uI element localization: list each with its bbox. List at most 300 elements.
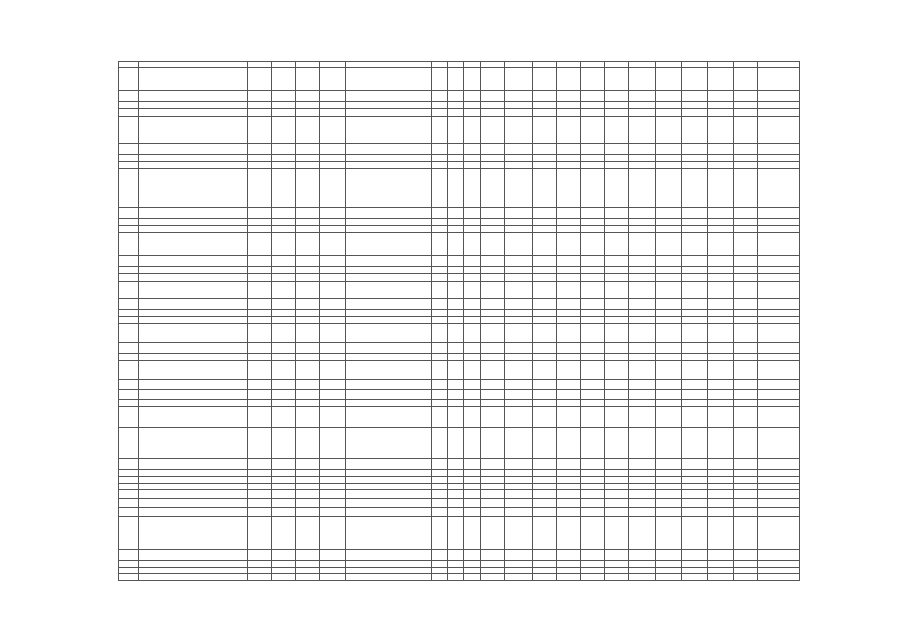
table-cell (119, 144, 139, 155)
table-cell (504, 343, 532, 354)
table-cell (605, 499, 629, 508)
table-cell (320, 390, 346, 400)
table-cell (708, 490, 734, 499)
table-cell (138, 459, 247, 470)
table-cell (557, 400, 581, 407)
table-cell (447, 226, 463, 233)
table-cell (533, 517, 557, 550)
table-cell (681, 256, 707, 267)
table-cell (119, 361, 139, 380)
table-row (119, 574, 800, 581)
table-row (119, 407, 800, 428)
table-cell (138, 169, 247, 208)
table-cell (296, 407, 320, 428)
table-cell (557, 91, 581, 102)
table-cell (247, 256, 271, 267)
table-cell (431, 561, 447, 568)
table-cell (346, 233, 431, 256)
table-cell (296, 470, 320, 477)
table-cell (447, 390, 463, 400)
table-cell (557, 68, 581, 91)
table-cell (605, 274, 629, 282)
table-cell (247, 354, 271, 361)
table-cell (272, 324, 296, 343)
table-cell (480, 477, 504, 484)
table-cell (581, 267, 605, 274)
table-cell (464, 155, 480, 162)
table-cell (320, 233, 346, 256)
table-cell (708, 219, 734, 226)
table-cell (119, 219, 139, 226)
table-cell (431, 102, 447, 109)
table-cell (296, 267, 320, 274)
table-cell (533, 109, 557, 117)
table-cell (119, 517, 139, 550)
table-cell (346, 282, 431, 299)
table-cell (119, 226, 139, 233)
table-cell (138, 233, 247, 256)
table-cell (247, 400, 271, 407)
table-cell (119, 109, 139, 117)
table-cell (655, 274, 681, 282)
table-cell (533, 490, 557, 499)
table-cell (272, 233, 296, 256)
table-cell (119, 390, 139, 400)
table-cell (734, 317, 758, 324)
table-cell (447, 550, 463, 561)
table-cell (655, 102, 681, 109)
table-row (119, 470, 800, 477)
table-cell (464, 91, 480, 102)
table-cell (431, 162, 447, 169)
table-cell (655, 400, 681, 407)
table-cell (758, 477, 800, 484)
table-cell (557, 102, 581, 109)
table-cell (708, 299, 734, 310)
table-cell (431, 91, 447, 102)
table-cell (605, 208, 629, 219)
table-cell (480, 428, 504, 459)
table-cell (629, 561, 655, 568)
table-cell (296, 169, 320, 208)
table-cell (708, 117, 734, 144)
table-cell (272, 91, 296, 102)
table-cell (247, 102, 271, 109)
table-row (119, 233, 800, 256)
table-cell (655, 380, 681, 390)
table-cell (557, 361, 581, 380)
table-cell (272, 226, 296, 233)
table-cell (447, 144, 463, 155)
table-cell (758, 256, 800, 267)
table-cell (708, 274, 734, 282)
table-cell (138, 499, 247, 508)
table-cell (681, 459, 707, 470)
table-cell (758, 274, 800, 282)
table-cell (320, 117, 346, 144)
table-cell (605, 256, 629, 267)
table-cell (296, 102, 320, 109)
table-cell (681, 343, 707, 354)
table-cell (138, 477, 247, 484)
table-cell (504, 274, 532, 282)
table-cell (581, 407, 605, 428)
table-cell (734, 208, 758, 219)
table-cell (119, 499, 139, 508)
table-cell (346, 499, 431, 508)
table-cell (708, 282, 734, 299)
table-cell (247, 324, 271, 343)
table-cell (138, 490, 247, 499)
table-cell (447, 219, 463, 226)
table-cell (655, 109, 681, 117)
table-cell (655, 390, 681, 400)
table-cell (758, 169, 800, 208)
table-cell (480, 310, 504, 317)
table-cell (431, 310, 447, 317)
table-cell (346, 407, 431, 428)
table-cell (504, 407, 532, 428)
table-cell (296, 219, 320, 226)
table-row (119, 490, 800, 499)
table-cell (557, 208, 581, 219)
table-cell (655, 310, 681, 317)
table-cell (464, 226, 480, 233)
table-cell (138, 380, 247, 390)
table-cell (605, 282, 629, 299)
table-cell (320, 226, 346, 233)
table-cell (605, 117, 629, 144)
table-cell (605, 380, 629, 390)
table-cell (464, 317, 480, 324)
table-cell (320, 169, 346, 208)
table-row (119, 317, 800, 324)
table-cell (464, 574, 480, 581)
table-cell (581, 282, 605, 299)
table-cell (138, 561, 247, 568)
table-cell (447, 561, 463, 568)
table-cell (247, 310, 271, 317)
table-cell (464, 169, 480, 208)
table-cell (431, 390, 447, 400)
table-cell (138, 117, 247, 144)
table-cell (138, 219, 247, 226)
table-cell (504, 267, 532, 274)
table-row (119, 256, 800, 267)
table-cell (447, 400, 463, 407)
table-cell (504, 117, 532, 144)
table-cell (708, 324, 734, 343)
table-cell (681, 282, 707, 299)
table-cell (581, 508, 605, 517)
table-cell (758, 428, 800, 459)
table-cell (581, 233, 605, 256)
table-row (119, 208, 800, 219)
table-cell (296, 380, 320, 390)
table-cell (272, 477, 296, 484)
table-cell (708, 470, 734, 477)
table-row (119, 390, 800, 400)
table-cell (480, 109, 504, 117)
table-cell (629, 226, 655, 233)
table-cell (557, 144, 581, 155)
table-row (119, 169, 800, 208)
table-cell (480, 380, 504, 390)
table-cell (708, 68, 734, 91)
table-cell (296, 428, 320, 459)
table-cell (296, 508, 320, 517)
table-cell (272, 282, 296, 299)
table-cell (447, 508, 463, 517)
table-cell (464, 282, 480, 299)
table-cell (734, 102, 758, 109)
table-cell (272, 219, 296, 226)
table-cell (504, 574, 532, 581)
table-cell (320, 68, 346, 91)
table-cell (504, 91, 532, 102)
table-row (119, 459, 800, 470)
table-cell (504, 361, 532, 380)
table-cell (320, 144, 346, 155)
table-cell (708, 407, 734, 428)
table-cell (431, 400, 447, 407)
table-cell (533, 550, 557, 561)
table-cell (758, 226, 800, 233)
table-cell (119, 343, 139, 354)
table-cell (557, 109, 581, 117)
table-row (119, 117, 800, 144)
table-cell (346, 68, 431, 91)
table-cell (629, 459, 655, 470)
table-row (119, 144, 800, 155)
table-cell (581, 550, 605, 561)
table-cell (346, 324, 431, 343)
table-cell (320, 343, 346, 354)
table-cell (447, 310, 463, 317)
table-cell (605, 102, 629, 109)
table-cell (247, 508, 271, 517)
table-cell (504, 459, 532, 470)
table-cell (138, 91, 247, 102)
table-cell (346, 117, 431, 144)
table-cell (119, 470, 139, 477)
table-cell (533, 282, 557, 299)
table-cell (346, 267, 431, 274)
table-cell (758, 550, 800, 561)
table-cell (464, 162, 480, 169)
table-cell (557, 380, 581, 390)
table-cell (480, 317, 504, 324)
table-cell (629, 310, 655, 317)
table-cell (581, 299, 605, 310)
table-cell (681, 91, 707, 102)
table-cell (296, 317, 320, 324)
table-cell (247, 428, 271, 459)
table-cell (708, 317, 734, 324)
table-cell (629, 117, 655, 144)
table-cell (655, 459, 681, 470)
table-cell (734, 155, 758, 162)
table-cell (119, 550, 139, 561)
table-cell (447, 68, 463, 91)
table-cell (504, 310, 532, 317)
table-row (119, 274, 800, 282)
table-cell (480, 208, 504, 219)
table-cell (504, 169, 532, 208)
table-cell (138, 317, 247, 324)
table-cell (681, 354, 707, 361)
table-cell (605, 91, 629, 102)
table-cell (629, 68, 655, 91)
table-cell (734, 561, 758, 568)
table-cell (681, 390, 707, 400)
table-cell (480, 274, 504, 282)
table-cell (629, 208, 655, 219)
table-cell (708, 508, 734, 517)
table-cell (346, 380, 431, 390)
table-cell (447, 274, 463, 282)
table-cell (138, 574, 247, 581)
table-cell (447, 233, 463, 256)
table-cell (708, 428, 734, 459)
table-cell (346, 550, 431, 561)
table-cell (708, 574, 734, 581)
table-cell (581, 400, 605, 407)
table-cell (557, 256, 581, 267)
table-cell (480, 490, 504, 499)
table-cell (605, 550, 629, 561)
table-cell (504, 508, 532, 517)
table-cell (447, 91, 463, 102)
table-cell (708, 354, 734, 361)
table-cell (629, 109, 655, 117)
table-cell (247, 459, 271, 470)
table-cell (346, 390, 431, 400)
table-cell (138, 102, 247, 109)
table-cell (605, 233, 629, 256)
table-cell (605, 470, 629, 477)
table-cell (247, 550, 271, 561)
table-cell (504, 208, 532, 219)
table-cell (272, 459, 296, 470)
table-cell (346, 477, 431, 484)
table-cell (272, 155, 296, 162)
table-cell (346, 219, 431, 226)
table-cell (431, 508, 447, 517)
table-cell (272, 407, 296, 428)
table-cell (629, 407, 655, 428)
table-cell (557, 324, 581, 343)
table-cell (533, 561, 557, 568)
table-cell (533, 343, 557, 354)
table-cell (320, 282, 346, 299)
table-cell (431, 282, 447, 299)
table-cell (708, 233, 734, 256)
table-cell (480, 354, 504, 361)
table-row (119, 226, 800, 233)
table-cell (533, 499, 557, 508)
table-cell (320, 490, 346, 499)
table-cell (346, 361, 431, 380)
table-row (119, 343, 800, 354)
table-cell (247, 282, 271, 299)
table-cell (708, 517, 734, 550)
table-cell (655, 256, 681, 267)
table-cell (272, 517, 296, 550)
table-cell (119, 208, 139, 219)
table-cell (346, 428, 431, 459)
table-cell (581, 517, 605, 550)
table-cell (296, 354, 320, 361)
table-cell (605, 226, 629, 233)
table-cell (655, 226, 681, 233)
table-cell (272, 109, 296, 117)
table-cell (655, 117, 681, 144)
table-cell (629, 428, 655, 459)
table-cell (533, 219, 557, 226)
table-cell (605, 68, 629, 91)
table-cell (447, 407, 463, 428)
table-cell (734, 517, 758, 550)
table-cell (272, 256, 296, 267)
table-cell (734, 256, 758, 267)
table-cell (655, 499, 681, 508)
table-cell (708, 208, 734, 219)
table-cell (681, 267, 707, 274)
table-cell (581, 380, 605, 390)
table-cell (464, 219, 480, 226)
table-cell (581, 574, 605, 581)
table-cell (758, 219, 800, 226)
table-cell (758, 208, 800, 219)
table-cell (734, 91, 758, 102)
table-cell (320, 407, 346, 428)
table-cell (655, 550, 681, 561)
table-cell (320, 317, 346, 324)
table-cell (296, 162, 320, 169)
table-cell (464, 343, 480, 354)
table-cell (629, 317, 655, 324)
table-cell (447, 162, 463, 169)
table-cell (346, 274, 431, 282)
table-cell (464, 517, 480, 550)
table-cell (681, 219, 707, 226)
table-cell (464, 561, 480, 568)
table-cell (581, 109, 605, 117)
table-cell (557, 162, 581, 169)
table-cell (247, 407, 271, 428)
table-cell (605, 310, 629, 317)
table-cell (272, 102, 296, 109)
table-cell (758, 354, 800, 361)
table-cell (681, 109, 707, 117)
table-cell (533, 256, 557, 267)
table-cell (119, 299, 139, 310)
table-cell (464, 256, 480, 267)
table-cell (629, 233, 655, 256)
table-cell (605, 490, 629, 499)
table-cell (247, 226, 271, 233)
table-cell (431, 109, 447, 117)
table-cell (247, 267, 271, 274)
table-cell (533, 226, 557, 233)
table-cell (480, 499, 504, 508)
table-cell (655, 354, 681, 361)
table-cell (708, 380, 734, 390)
table-cell (557, 233, 581, 256)
table-cell (320, 256, 346, 267)
table-cell (557, 470, 581, 477)
